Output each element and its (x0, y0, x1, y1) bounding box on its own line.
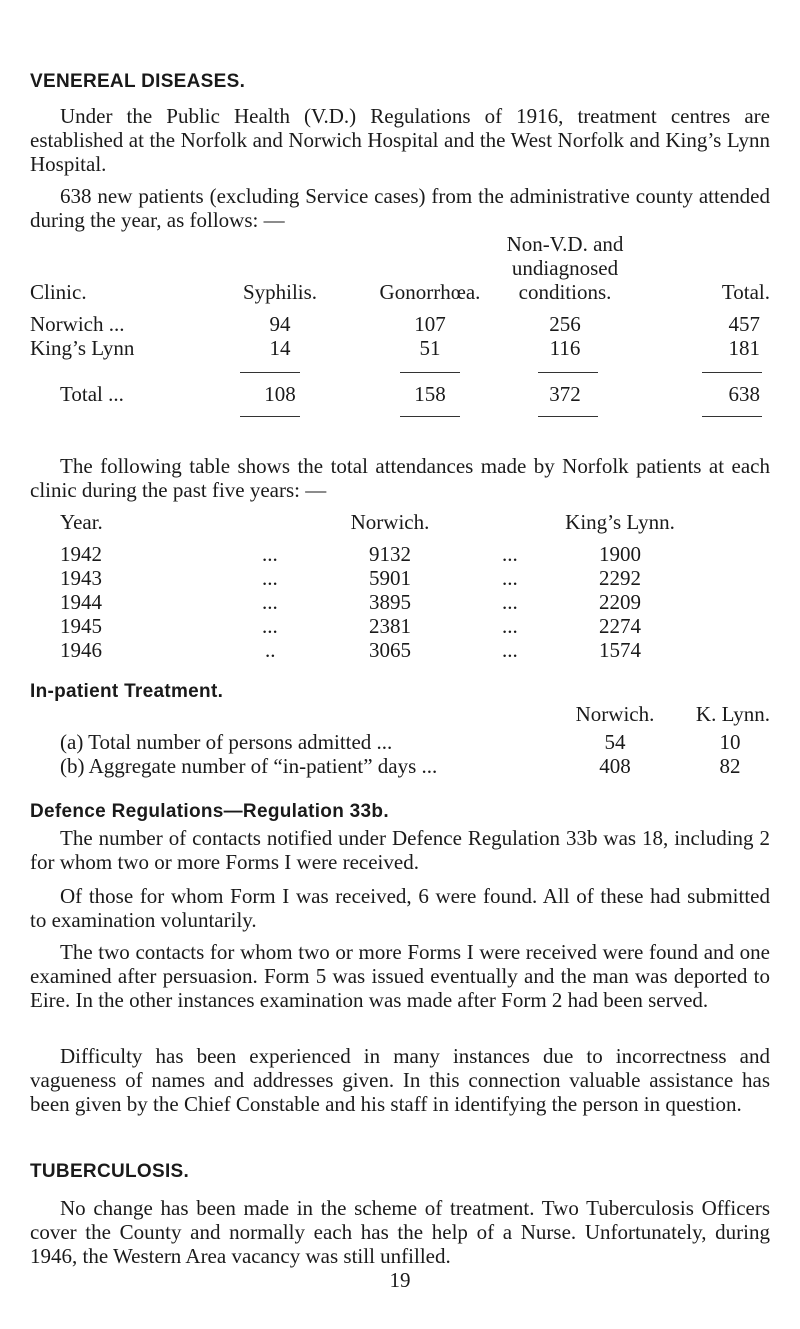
totals-gonorrhoea: 158 (414, 382, 446, 406)
leader-dots: ... (262, 590, 278, 614)
inpatient-klynn: 10 (719, 730, 741, 754)
rule (400, 416, 460, 417)
att-kings-lynn: 1900 (599, 542, 641, 566)
rule (702, 416, 762, 417)
att-norwich: 9132 (369, 542, 411, 566)
leader-dots: ... (262, 542, 278, 566)
leader-dots: ... (262, 614, 278, 638)
att-kings-lynn: 2274 (599, 614, 641, 638)
header-gonorrhoea: Gonorrhœa. (379, 280, 481, 304)
leader-dots: ... (502, 566, 518, 590)
tuberculosis-paragraph (30, 1196, 770, 1268)
totals-syphilis: 108 (264, 382, 296, 406)
rule (538, 416, 598, 417)
defence-text: Of those for whom Form I was received, 6 were found. All of these had submitted to examination voluntarily. (30, 884, 770, 932)
rule (400, 372, 460, 373)
inpatient-klynn: 82 (719, 754, 741, 778)
leader-dots: .. (265, 638, 276, 662)
inpatient-norwich: 408 (599, 754, 631, 778)
defence-text: The number of contacts notified under Defence Regulation 33b was 18, including 2 for whom two or more Forms I were received. (30, 826, 770, 874)
rule (240, 416, 300, 417)
section-heading-inpatient: In-patient Treatment. (30, 681, 224, 702)
attendances-text: The following table shows the total attendances made by Norfolk patients at each clinic during the past five years: — (30, 454, 770, 502)
section-heading-defence: Defence Regulations—Regulation 33b. (30, 801, 389, 822)
page-number: 19 (389, 1268, 411, 1292)
header-norwich: Norwich. (350, 510, 430, 534)
row-nonvd: 116 (549, 336, 581, 360)
defence-text: Difficulty has been experienced in many instances due to incorrectness and vagueness of names and addresses given. In this connection valuable assistance has been given by the Chief Constable and his staff in identifying the person in question. (30, 1044, 770, 1116)
row-clinic: Norwich ... (30, 312, 125, 336)
att-year: 1946 (60, 638, 102, 662)
intro-paragraph (30, 104, 770, 176)
rule (538, 372, 598, 373)
new-patients-paragraph (30, 184, 770, 232)
header-norwich: Norwich. (575, 702, 655, 726)
att-year: 1944 (60, 590, 102, 614)
totals-total: 638 (728, 382, 760, 406)
header-syphilis: Syphilis. (242, 280, 318, 304)
att-kings-lynn: 2209 (599, 590, 641, 614)
att-kings-lynn: 2292 (599, 566, 641, 590)
leader-dots: ... (262, 566, 278, 590)
header-clinic: Clinic. (30, 280, 87, 304)
totals-clinic: Total ... (60, 382, 124, 406)
header-nonvd-2: undiagnosed (511, 256, 619, 280)
section-heading-venereal: VENEREAL DISEASES. (30, 71, 246, 92)
inpatient-row-label: (a) Total number of persons admitted ... (60, 730, 393, 754)
row-total: 181 (728, 336, 760, 360)
defence-paragraph-4 (30, 1044, 770, 1116)
header-klynn: K. Lynn. (695, 702, 770, 726)
leader-dots: ... (502, 590, 518, 614)
inpatient-row-label: (b) Aggregate number of “in-patient” days ... (60, 754, 438, 778)
section-heading-tuberculosis: TUBERCULOSIS. (30, 1161, 190, 1182)
rule (240, 372, 300, 373)
att-kings-lynn: 1574 (599, 638, 641, 662)
leader-dots: ... (502, 638, 518, 662)
header-year: Year. (60, 510, 103, 534)
leader-dots: ... (502, 542, 518, 566)
leader-dots: ... (502, 614, 518, 638)
rule (702, 372, 762, 373)
defence-paragraph-2 (30, 884, 770, 932)
defence-paragraph-3 (30, 940, 770, 1012)
att-norwich: 2381 (369, 614, 411, 638)
header-kings-lynn: King’s Lynn. (565, 510, 675, 534)
row-syphilis: 14 (269, 336, 291, 360)
defence-paragraph-1 (30, 826, 770, 874)
att-year: 1943 (60, 566, 102, 590)
intro-text: Under the Public Health (V.D.) Regulations of 1916, treatment centres are established at the Norfolk and Norwich Hospital and the West Norfolk and King’s Lynn Hospital. (30, 104, 770, 176)
header-nonvd-3: conditions. (518, 280, 612, 304)
att-year: 1942 (60, 542, 102, 566)
row-gonorrhoea: 107 (414, 312, 446, 336)
attendances-paragraph (30, 454, 770, 502)
row-nonvd: 256 (549, 312, 581, 336)
row-clinic: King’s Lynn (30, 336, 135, 360)
att-year: 1945 (60, 614, 102, 638)
header-nonvd-1: Non-V.D. and (506, 232, 624, 256)
row-total: 457 (728, 312, 760, 336)
att-norwich: 5901 (369, 566, 411, 590)
row-gonorrhoea: 51 (419, 336, 441, 360)
defence-text: The two contacts for whom two or more Forms I were received were found and one examined after persuasion. Form 5 was issued eventually and the man was deported to Eire. In the other instances examination was made after Form 2 had been served. (30, 940, 770, 1012)
totals-nonvd: 372 (549, 382, 581, 406)
att-norwich: 3895 (369, 590, 411, 614)
header-total: Total. (721, 280, 770, 304)
tuberculosis-text: No change has been made in the scheme of treatment. Two Tuberculosis Officers cover the County and normally each has the help of a Nurse. Unfortunately, during 1946, the Western Area vacancy was still unfilled. (30, 1196, 770, 1268)
att-norwich: 3065 (369, 638, 411, 662)
inpatient-norwich: 54 (604, 730, 626, 754)
row-syphilis: 94 (269, 312, 291, 336)
new-patients-text: 638 new patients (excluding Service cases) from the administrative county attended during the year, as follows: — (30, 184, 770, 232)
